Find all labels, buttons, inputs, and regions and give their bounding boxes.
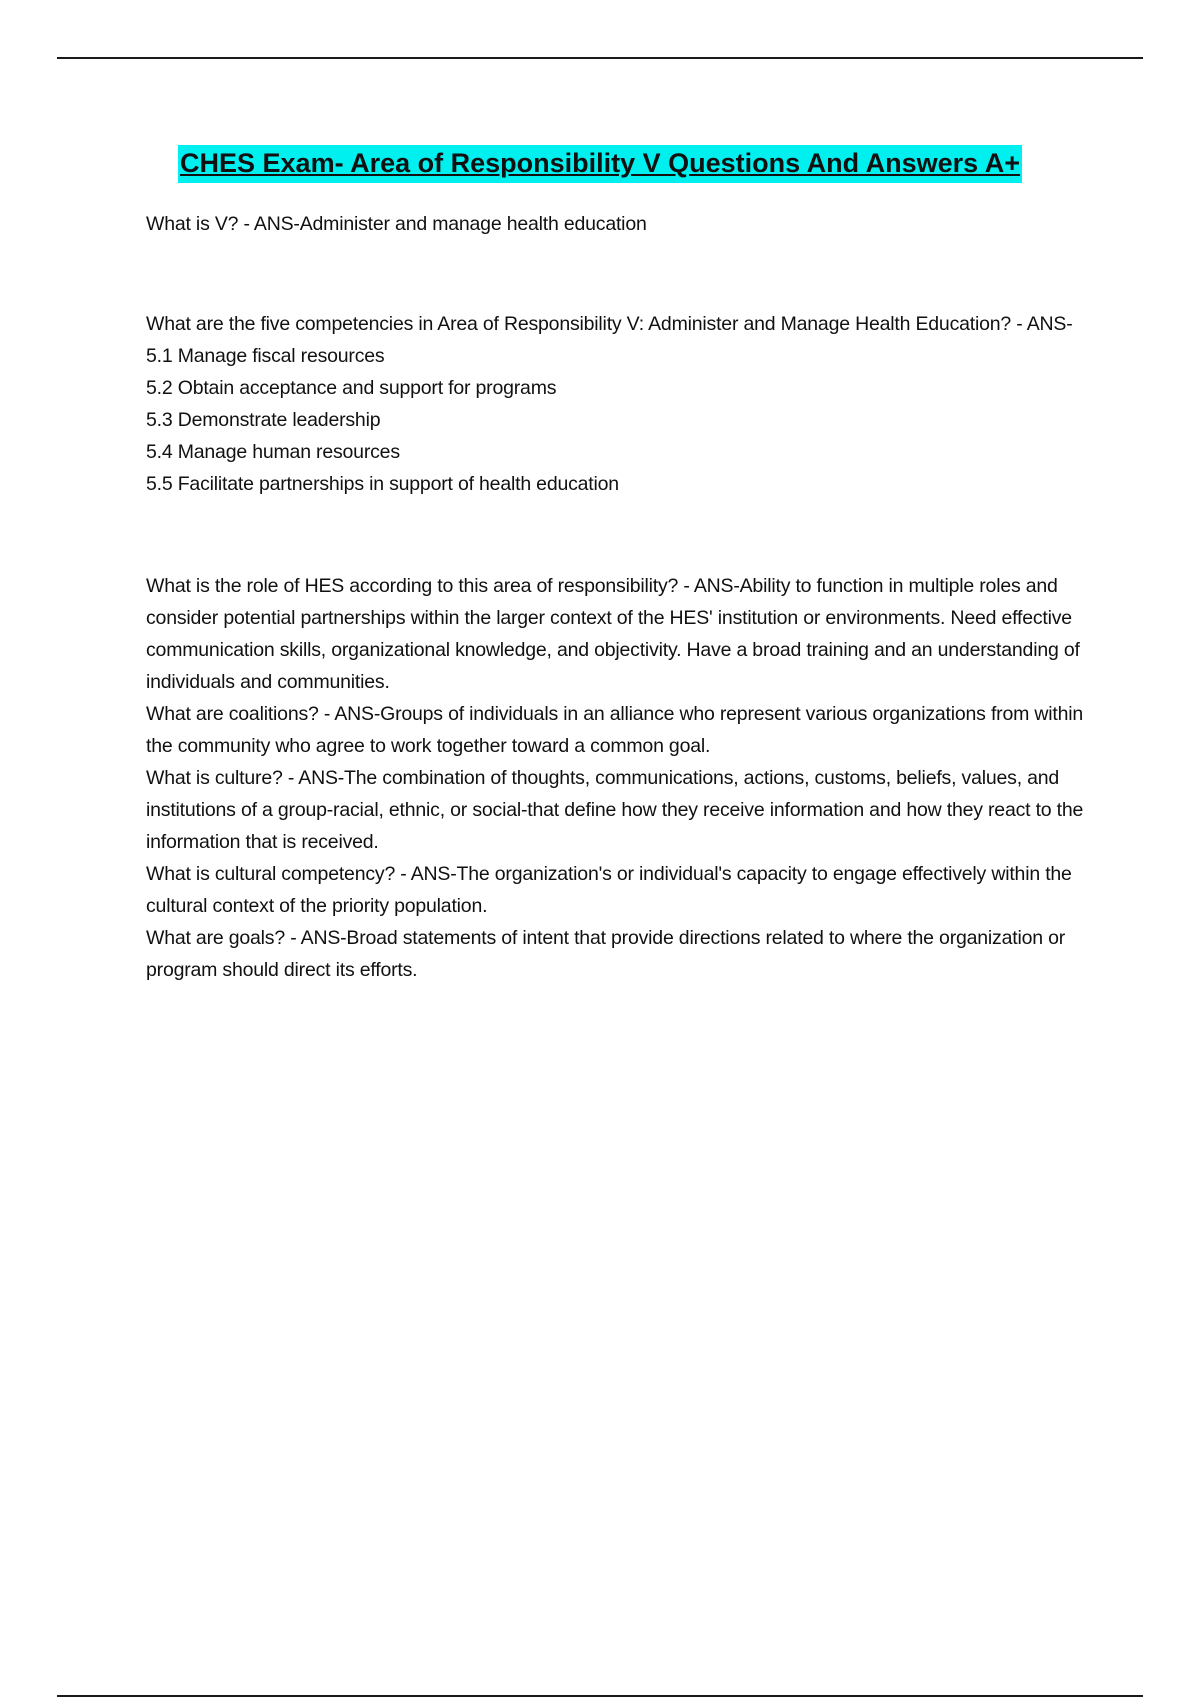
competency-item: 5.5 Facilitate partnerships in support of health education: [146, 473, 619, 495]
document-title: CHES Exam- Area of Responsibility V Questions And Answers A+: [178, 145, 1022, 183]
qa-item: What is cultural competency? - ANS-The organization's or individual's capacity to engage effectively within the cultural context of the priority population.: [146, 863, 1072, 917]
competency-item: 5.2 Obtain acceptance and support for programs: [146, 377, 557, 399]
document-body: [146, 208, 1096, 986]
footer-rule: [57, 1695, 1143, 1697]
qa-item: What is V? - ANS-Administer and manage health education: [146, 213, 647, 235]
qa-item: What are goals? - ANS-Broad statements of intent that provide directions related to where the organization or program should direct its efforts.: [146, 927, 1066, 981]
qa-item: What is the role of HES according to this area of responsibility? - ANS-Ability to function in multiple roles and consider potential partnerships within the larger context of the HES' institution or environments. Need effective communication skills, organizational knowledge, and objectivity. Have a broad training and an understanding of individuals and communities.: [146, 575, 1080, 693]
header-rule: [57, 57, 1143, 59]
competency-item: 5.3 Demonstrate leadership: [146, 409, 381, 431]
qa-item: What are the five competencies in Area of Responsibility V: Administer and Manage Health Education? - ANS-5.1 Manage fiscal resources: [146, 313, 1073, 367]
title-container: [0, 145, 1200, 183]
competency-item: 5.4 Manage human resources: [146, 441, 400, 463]
qa-item: What is culture? - ANS-The combination of thoughts, communications, actions, customs, beliefs, values, and institutions of a group-racial, ethnic, or social-that define how they receive information and how they react to the information that is received.: [146, 767, 1084, 853]
qa-item: What are coalitions? - ANS-Groups of individuals in an alliance who represent various organizations from within the community who agree to work together toward a common goal.: [146, 703, 1084, 757]
